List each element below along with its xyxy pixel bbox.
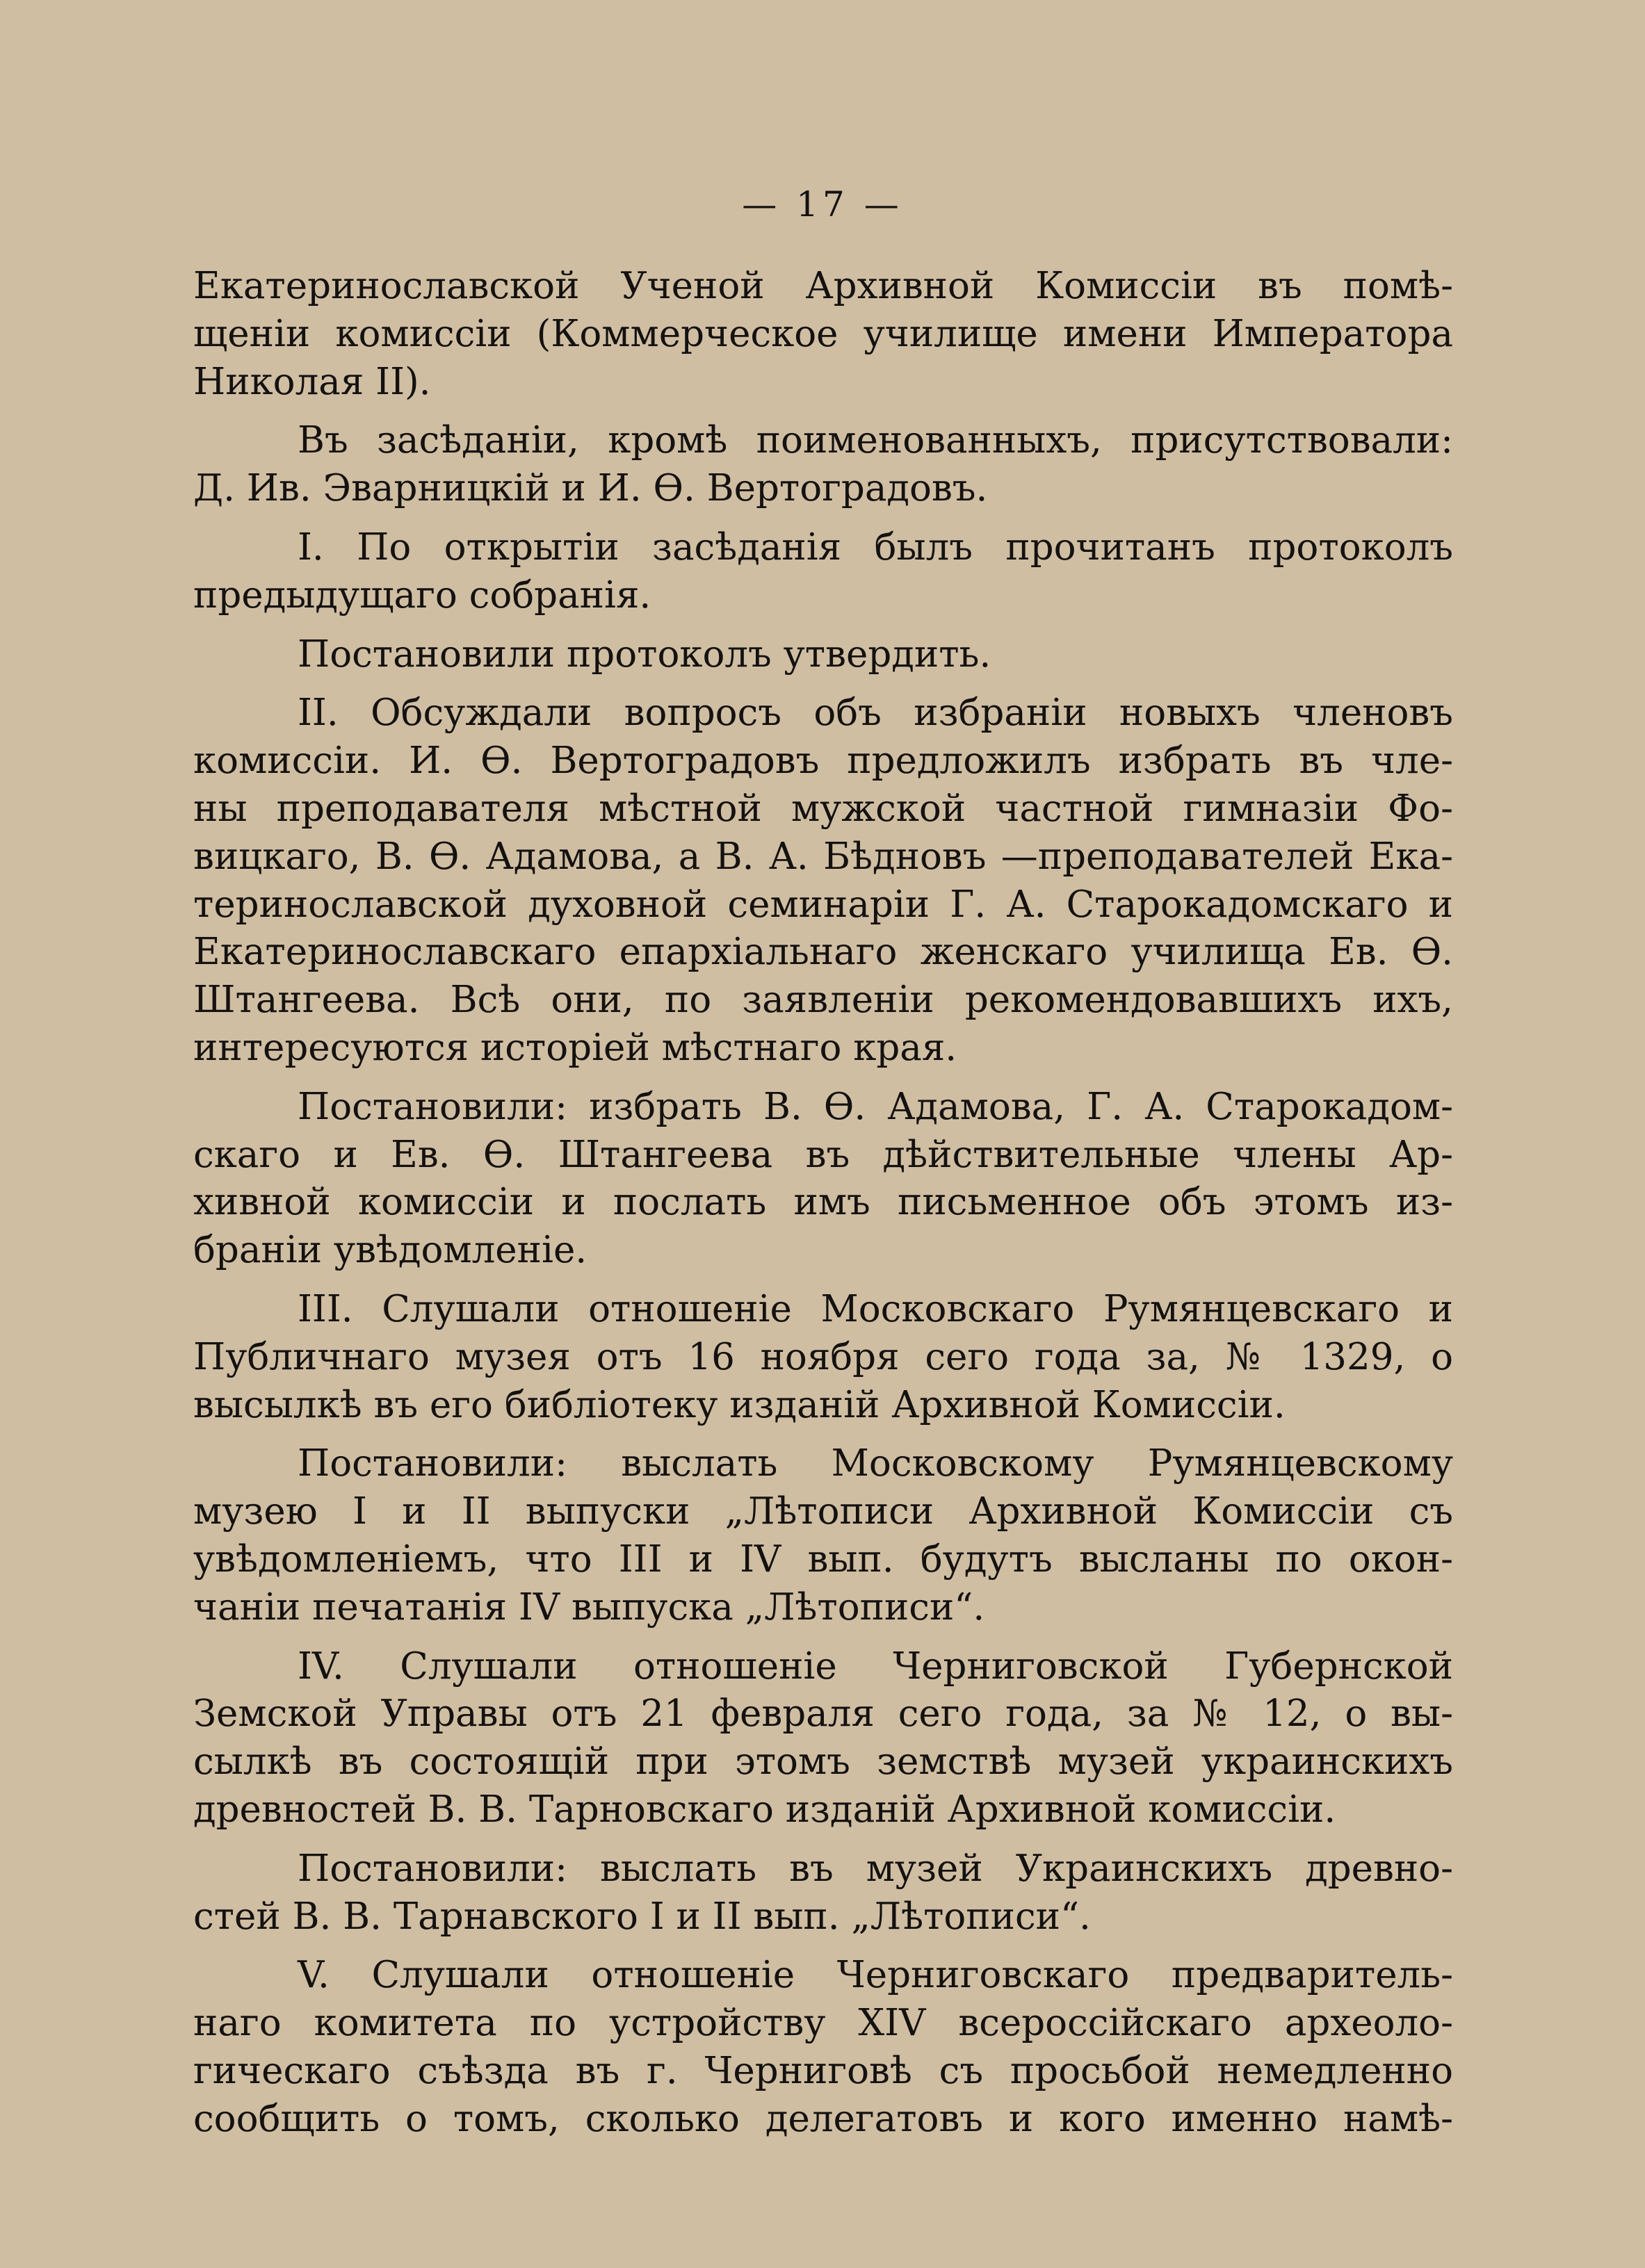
paragraph — [193, 1286, 1453, 1429]
paragraph — [193, 263, 1453, 406]
page-number: — 17 — — [742, 184, 903, 225]
text-line: интересуются исторіей мѣстнаго края. — [193, 1026, 957, 1069]
text-line: V. Слушали отношеніе Черниговскаго предваритель- — [298, 1954, 1453, 1997]
text-line: комиссіи. И. Ѳ. Вертоградовъ предложилъ избрать въ чле- — [193, 740, 1453, 783]
text-line: предыдущаго собранія. — [193, 573, 651, 617]
text-line: ны преподавателя мѣстной мужской частной гимназіи Фо- — [193, 787, 1453, 830]
text-line: Постановили: выслать Московскому Румянцевскому — [298, 1442, 1453, 1485]
text-line: Д. Ив. Эварницкій и И. Ѳ. Вертоградовъ. — [193, 467, 988, 510]
text-line: музею I и II выпуски „Лѣтописи Архивной Комиссіи съ — [193, 1490, 1453, 1533]
paragraph — [193, 1845, 1453, 1941]
text-line: Постановили: выслать въ музей Украинскихъ древно- — [298, 1847, 1453, 1890]
text-line: теринославской духовной семинаріи Г. А. Старокадомскаго и — [193, 883, 1453, 926]
paragraph — [193, 417, 1453, 513]
text-line: Екатеринославской Ученой Архивной Комиссіи въ помѣ- — [193, 265, 1453, 307]
text-line: сылкѣ въ состоящій при этомъ земствѣ музей украинскихъ — [193, 1740, 1453, 1784]
text-line: IV. Слушали отношеніе Черниговской Губернской — [298, 1645, 1453, 1688]
paragraph — [193, 1084, 1453, 1275]
text-line: вицкаго, В. Ѳ. Адамова, а В. А. Бѣдновъ —преподавателей Ека- — [193, 835, 1453, 878]
text-line: Постановили: избрать В. Ѳ. Адамова, Г. А. Старокадом- — [298, 1085, 1453, 1128]
text-line: древностей В. В. Тарновскаго изданій Архивной комиссіи. — [193, 1788, 1336, 1831]
text-line: Земской Управы отъ 21 февраля сего года, за № 12, о вы- — [193, 1692, 1453, 1736]
text-line: сообщить о томъ, сколько делегатовъ и кого именно намѣ- — [193, 2097, 1453, 2140]
text-line: стей В. В. Тарнавского I и II вып. „Лѣтописи“. — [193, 1895, 1091, 1938]
text-line: Публичнаго музея отъ 16 ноября сего года за, № 1329, о — [193, 1335, 1453, 1378]
text-line: III. Слушали отношеніе Московскаго Румянцевскаго и — [298, 1287, 1453, 1330]
text-line: наго комитета по устройству XIV всероссійскаго археоло- — [193, 2002, 1453, 2045]
paragraph — [193, 631, 1453, 679]
text-line: браніи увѣдомленіе. — [193, 1229, 588, 1272]
text-line: хивной комиссіи и послать имъ письменное объ этомъ из- — [193, 1181, 1453, 1224]
text-line: щеніи комиссіи (Коммерческое училище имени Императора — [193, 312, 1453, 355]
text-line: Николая II). — [193, 360, 431, 403]
paragraph — [193, 524, 1453, 620]
text-line: I. По открытіи засѣданія былъ прочитанъ протоколъ — [298, 525, 1453, 569]
paragraph — [193, 1440, 1453, 1631]
document-body — [193, 263, 1453, 2154]
text-line: чаніи печатанія IV выпуска „Лѣтописи“. — [193, 1585, 985, 1629]
text-line: Екатеринославскаго епархіальнаго женскаго училища Ев. Ѳ. — [193, 931, 1453, 974]
paragraph — [193, 1952, 1453, 2143]
paragraph — [193, 690, 1453, 1072]
text-line: II. Обсуждали вопросъ объ избраніи новыхъ членовъ — [298, 692, 1453, 735]
text-line: Штангеева. Всѣ они, по заявленіи рекомендовавшихъ ихъ, — [193, 979, 1453, 1022]
text-line: увѣдомленіемъ, что III и IV вып. будутъ высланы по окон- — [193, 1537, 1453, 1581]
text-line: скаго и Ев. Ѳ. Штангеева въ дѣйствительные члены Ар- — [193, 1133, 1453, 1176]
text-line: высылкѣ въ его библіотеку изданій Архивной Комиссіи. — [193, 1383, 1286, 1426]
paragraph — [193, 1643, 1453, 1834]
text-line: Постановили протоколъ утвердить. — [298, 633, 991, 676]
text-line: Въ засѣданіи, кромѣ поименованныхъ, присутствовали: — [298, 419, 1453, 462]
text-line: гическаго съѣзда въ г. Черниговѣ съ просьбой немедленно — [193, 2049, 1453, 2092]
